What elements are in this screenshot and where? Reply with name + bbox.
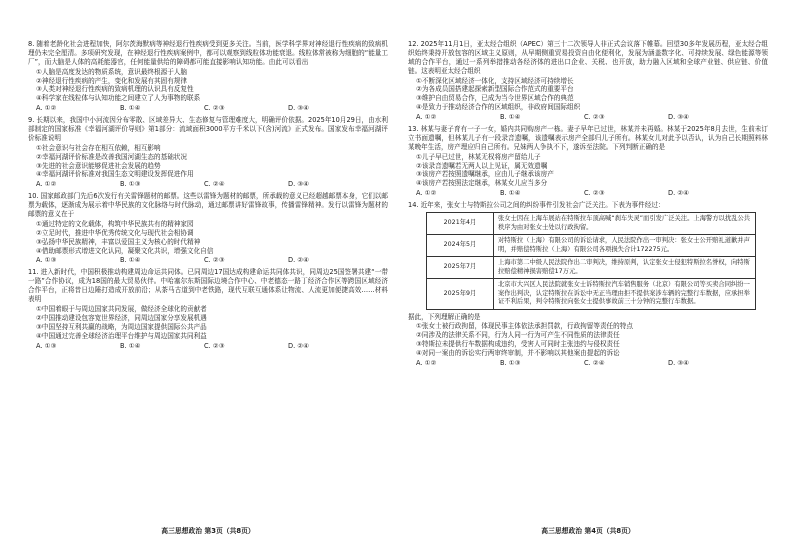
table-cell-event: 北京市大兴区人民法院就张女士诉特斯拉汽车销售服务（北京）有限公司等买卖合同纠纷一案作出判决，认定特斯拉在诉讼中无正当理由拒不提供案涉车辆的完整行车数据，应承担举证不利后果，判令特斯拉向张女士提供事故前三十分钟的完整行车数据。 [494,279,756,310]
option: ④幸福河湖评价标准对我国生态文明建设发挥促进作用 [36,170,194,179]
table-cell-date: 2025年9月 [427,279,494,310]
table-cell-event: 对特斯拉（上海）有限公司的诉讼请求，人民法院作出一审判决：张女士公开赔礼道歉并声明，并赔偿特斯拉（上海）有限公司各项损失合计172275元。 [494,235,756,257]
answer-d: D. ③④ [288,104,310,113]
answer-b: B. ①④ [120,104,141,113]
option: ②中国推动建设包容宽世界经济，同周边国家分享发展机遇 [36,313,207,322]
option: ①儿子早已过世，林某无权将房产留给儿子 [416,152,541,161]
option: ②该录音遗嘱若无两人以上见证，属无效遗嘱 [416,161,548,170]
table-row [427,235,756,257]
question-prompt: 据此，下列理解正确的是 [408,312,481,321]
option: ②神经退行性疾病的产生，变化和发展有其固有规律 [36,76,187,85]
question-text: 8. 随着老龄化社会进程加快，阿尔茨海默病等神经退行性疾病受到更多关注。当前，医学科学界对神经退行性疾病的致病机理仍未完全厘清。多项研究发现，在神经退行性疾病案例中，都可以观察到线粒体功能衰退。线粒体常被称为细胞的“能量工厂”，而大脑是人体的高耗能器官，任何能量供给的障碍都可能直接影响认知功能。由此可以看出 [28,40,388,66]
answer-a: A. ①② [416,358,437,367]
option: ③人类对神经退行性疾病的致病机理的认识具有反复性 [36,85,194,94]
answer-choices [36,256,388,265]
option: ③该房产若按照遗嘱继承，应由儿子继承该房产 [416,170,554,179]
answer-b: B. ①③ [500,358,521,367]
answer-choices [416,113,768,122]
option: ①通过特定的文化载体，构筑中华民族共有的精神家园 [36,219,194,228]
table-cell-date: 2025年7月 [427,257,494,279]
question-10 [28,192,388,265]
option: ③中国坚持互利共赢的战略，为周边国家提供国际公共产品 [36,322,207,331]
answer-d: D. ③④ [288,180,310,189]
question-text: 11. 进入新时代，中国积极推动构建周边命运共同体。已同周边17国达成构建命运共同体共识，同周边25国签署共建“一带一路”合作协议，成为18国的最大贸易伙伴。中哈塞尔东斯国际边境合作中心、中老德态一路丁经济合作区等跨国区域经济合作平台，正将昔日边陲打造成开放前沿；从茶马古道到中老铁路，现代互联互通体系让物流、人流更加便捷高效……材料表明 [28,268,388,304]
question-text: 14. 近年来，张女士与特斯拉公司之间的纠纷事件引发社会广泛关注。下表为事件经过： [408,201,665,210]
answer-a: A. ①② [36,180,57,189]
question-12 [408,40,768,122]
option: ④该房产若按照法定继承，林某女儿应当多分 [416,179,548,188]
left-column [28,40,388,353]
option: ①张女士被行政拘留，体现民事主体依法承担罚款，行政拘留等责任的特点 [416,322,633,331]
answer-a: A. ①③ [36,256,57,265]
table-row [427,213,756,235]
answer-a: A. ①② [416,189,437,198]
question-text: 12. 2025年11月1日，亚太经合组织（APEC）第三十二次领导人非正式会议落下帷幕。回望30多年发展历程，亚太经合组织始终秉持开放包容的区域主义原则，从早期侧重贸易投资自由化便利化，发展为涵盖数字化、可持续发展、绿色能源等领域的合作平台，通过一系列举措推动各经济体的进出口企业、关税、也开放，助力融入区域和全球产业链、供应链、价值链。这表明亚太经合组织 [408,40,768,75]
answer-b: B. ①③ [120,180,141,189]
answer-choices [36,342,388,351]
option: ②同涉及的法律关系不同，行为人同一行为可产生不同性质的法律责任 [416,331,620,340]
option: ③弘扬中华民族精神，丰富以爱国主义为核心的时代精神 [36,237,201,246]
answer-choices [416,359,768,368]
table-cell-date: 2024年5月 [427,235,494,257]
option: ④中国通过完善全球经济治理平台维护与周边国家共同利益 [36,331,207,340]
table-row [427,257,756,279]
option: ②幸福河湖评价标准是改善我国河湖生态的基础状况 [36,152,187,161]
answer-d: D. ③④ [668,113,690,122]
answer-c: C. ②④ [584,358,605,367]
option: ①人脑是高度发达的物质系统，意识最终根源于人脑 [36,67,187,76]
option: ①中国着眼于与周边国家共同发展，做经济全球化的贡献者 [36,304,207,313]
question-14 [408,201,768,368]
option: ④科学家在线粒体与认知功能之间建立了人为事物的联系 [36,94,201,103]
question-text: 13. 林某与妻子育有一子一女，婚内共同购房产一栋。妻子早年已过世，林某并未再婚。林某于2025年8月去世，生前未订立书面遗嘱，但林某儿子有一段录音遗嘱，该遗嘱表示房产全部归儿子所有。林某女儿对此予以否认，认为自己长期照料林某晚年生活，房产理应归自己所有。兄妹两人争执不下，遂诉至法院。下列判断正确的是 [408,125,768,151]
option: ①不断深化区域经济一体化，支持区域经济可持续增长 [416,76,574,85]
page-footer-right: 高三思想政治 第4页（共8页） [541,527,635,535]
answer-c: C. ②③ [204,341,225,350]
answer-choices [36,180,388,189]
answer-d: D. ③④ [668,358,690,367]
question-8 [28,40,388,113]
answer-b: B. ①④ [120,341,141,350]
question-11 [28,268,388,350]
table-cell-event: 张女士因在上海车展站在特斯拉车顶高喊“刹车失灵”而引发广泛关注。上海警方以扰乱公共秩序为由对张女士处以行政拘留。 [494,213,756,235]
answer-c: C. ②③ [204,104,225,113]
table-row [427,279,756,310]
answer-choices [416,189,768,198]
answer-d: D. ②④ [288,341,310,350]
right-column [408,40,768,371]
option: ④是致力于推动经济合作的区域组织，非政府间国际组织 [416,103,581,112]
answer-c: C. ②③ [584,113,605,122]
answer-d: D. ②④ [288,256,310,265]
question-text: 10. 国家邮政部门先后6次发行有关雷锋题材的邮票。这些以雷锋为题材的邮票，所承载的意义已经超越邮票本身，它们以邮票为载体，逐渐成为展示着中华民族的文化脉络与时代脉动，通过邮票讲好雷锋故事，传播雷锋精神。发行以雷锋为题材的邮票的意义在于 [28,192,388,219]
option: ②立足时代，推进中华优秀传统文化与现代社会相协调 [36,228,194,237]
answer-a: A. ①③ [36,341,57,350]
event-table [426,212,756,310]
answer-choices [36,104,388,113]
table-cell-date: 2021年4月 [427,213,494,235]
answer-d: D. ②④ [668,189,690,198]
option: ④借助邮票形式增进文化认同，凝聚文化共识，增强文化自信 [36,246,214,255]
option: ②为各成员国搭建起探索新型国际合作范式的重要平台 [416,85,574,94]
answer-c: C. ②③ [584,189,605,198]
answer-b: B. ①④ [120,256,141,265]
answer-b: B. ①④ [500,113,521,122]
option: ④对同一案由的诉讼实行两审终审制，并不影响以其他案由提起的诉讼 [416,349,620,358]
answer-b: B. ①④ [500,189,521,198]
question-9 [28,116,388,189]
answer-c: C. ②④ [204,180,225,189]
answer-c: C. ②③ [204,256,225,265]
option: ③先进的社会意识能够促进社会发展的趋势 [36,161,161,170]
option: ③维护自由贸易合作，已成为当今世界区域合作的典范 [416,94,574,103]
option: ③特斯拉未提供行车数据构成违约，受害人可同时主张违约与侵权责任 [416,340,620,349]
question-13 [408,125,768,198]
option: ①社会意识与社会存在相互依赖，相互影响 [36,143,161,152]
question-text: 9. 长期以来，我国中小河流因分布零散、区域差异大、生态修复与管理难度大，明确评价依据。2025年10月29日，由水利部制定的国家标准《幸福河湖评价导则》第1部分：流域面积3000平方千米以下(含)河流》正式发布。国家发布幸福河湖评价标准说明 [28,116,388,142]
answer-a: A. ①② [416,113,437,122]
answer-a: A. ①② [36,104,57,113]
table-cell-event: 上海市第二中级人民法院作出二审判决，维持原判，认定张女士侵犯特斯拉名誉权，向特斯拉赔偿精神损害赔偿17万元。 [494,257,756,279]
page-footer-left: 高三思想政治 第3页（共8页） [161,527,255,535]
